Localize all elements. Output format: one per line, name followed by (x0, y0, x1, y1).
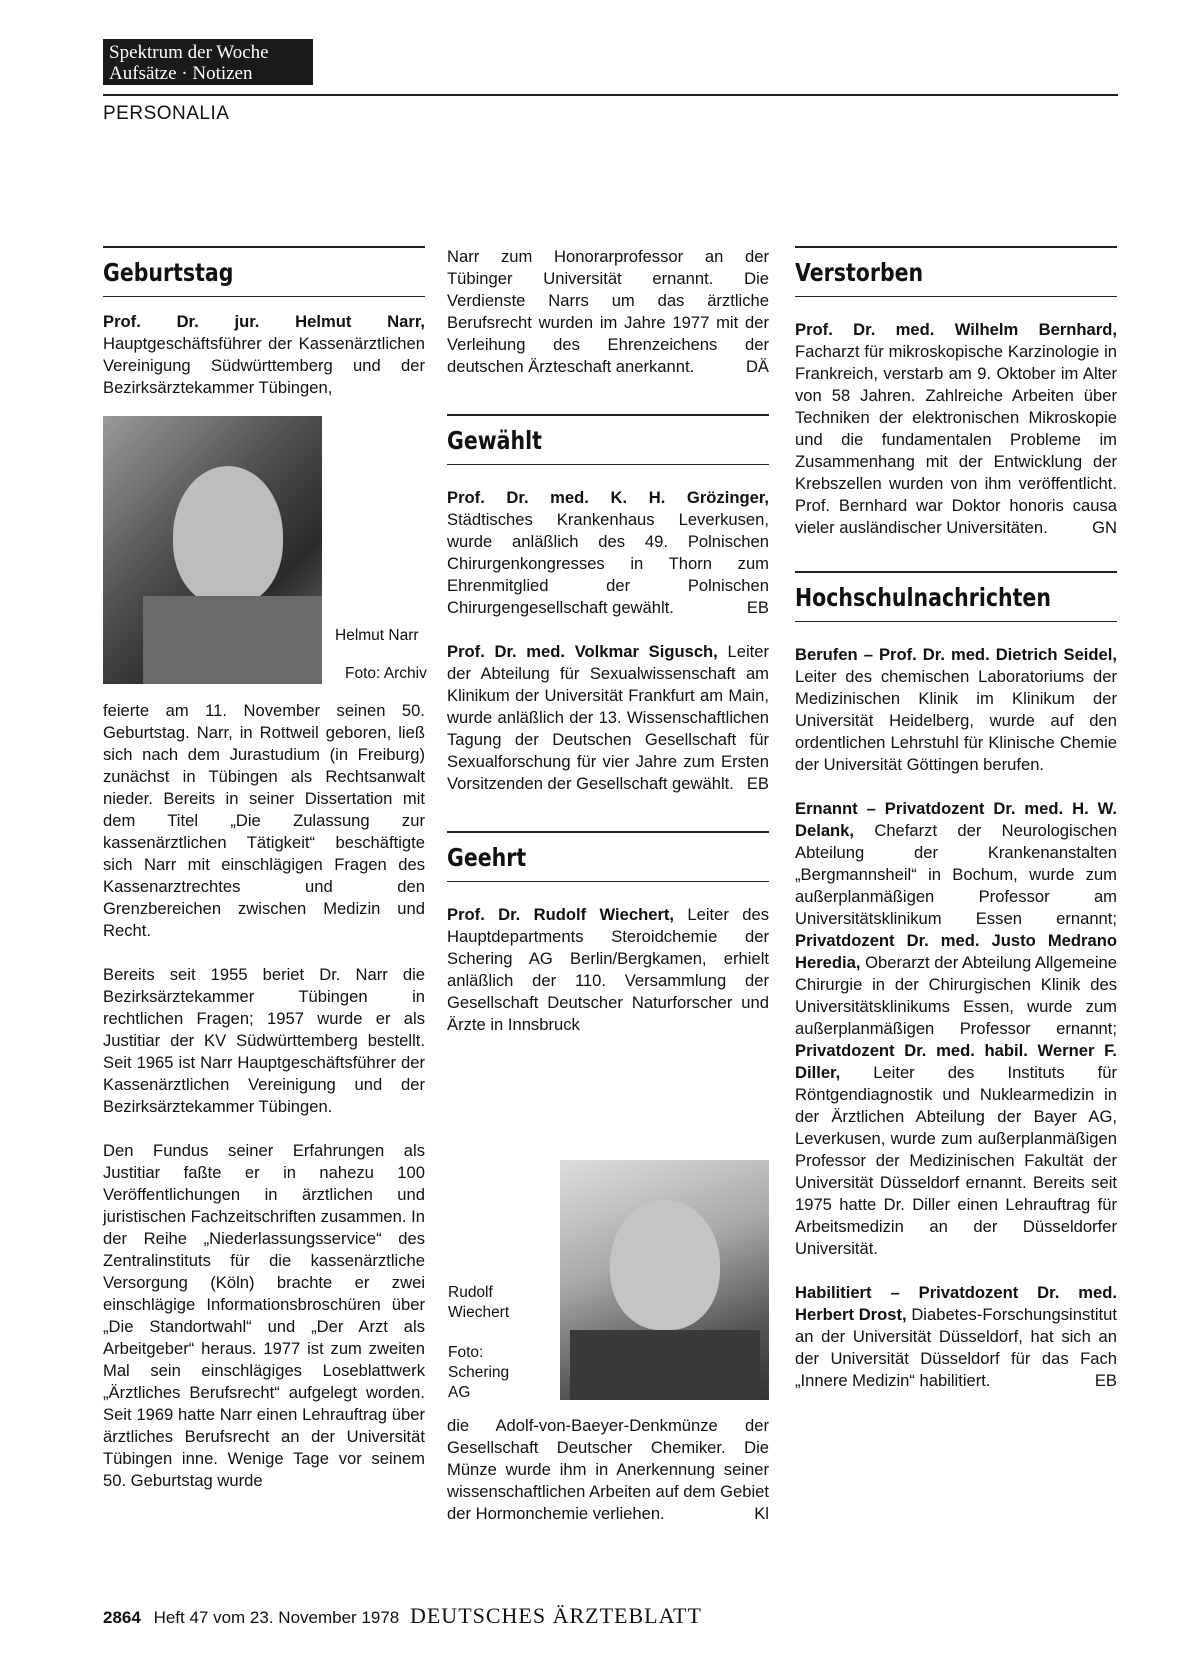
heading-rule-bottom (103, 296, 425, 298)
heading-rule-top (103, 246, 425, 248)
author-signature: EB (1094, 1371, 1117, 1390)
author-signature: Kl (754, 1504, 769, 1523)
article-entry: Ernannt – Privatdozent Dr. med. H. W. Delank, Chefarzt der Neurologischen Abteilung der Krankenanstalten „Bergmannsheil“ in Bochum, wurde zum außerplanmäßigen Professor am Universitätsklinikum Essen ernannt; Privatdozent Dr. med. Justo Medrano Heredia, Oberarzt der Abteilung Allgemeine Chirurgie in der Chirurgischen Klinik des Universitätsklinikums Essen, wurde zum außerplanmäßigen Professor ernannt; Privatdozent Dr. med. habil. Werner F. Diller, Leiter des Instituts für Röntgendiagnostik und Nuklearmedizin in der Ärztlichen Abteilung der Bayer AG, Leverkusen, wurde zum außerplanmäßigen Professor der Medizinischen Fakultät der Universität Düsseldorf ernannt. Bereits seit 1975 hatte Dr. Diller einen Lehrauftrag für Arbeitsmedizin an der Düsseldorfer Universität. (795, 799, 1117, 1258)
section-header-box (103, 39, 313, 85)
article-entry: Prof. Dr. med. K. H. Grözinger, Städtisches Krankenhaus Leverkusen, wurde anläßlich des 49. Polnischen Chirurgenkongresses in Thorn zum Ehrenmitglied der Polnischen Chirurgengesellschaft gewählt. EB (447, 488, 769, 617)
section-label: PERSONALIA (103, 103, 230, 124)
column-2-tail (447, 1415, 769, 1525)
person-name: Prof. Dr. med. Wilhelm Bernhard, (795, 320, 1117, 339)
article-entry: Habilitiert – Privatdozent Dr. med. Herbert Drost, Diabetes-Forschungsinstitut an der Universität Düsseldorf, hat sich an der Universität Düsseldorf für das Fach „Innere Medizin“ habilitiert. EB (795, 1283, 1117, 1390)
issue-info: Heft 47 vom 23. November 1978 (153, 1608, 400, 1627)
photo-caption-name: Rudolf Wiechert (448, 1284, 510, 1321)
paragraph: Den Fundus seiner Erfahrungen als Justitiar faßte er in nahezu 100 Veröffentlichungen in ärztlichen und juristischen Fachzeitschriften zusammen. In der Reihe „Niederlassungsservice“ des Zentralinstituts für die kassenärztliche Versorgung (Köln) brachte er zwei einschlägige Informationsbroschüren über „Die Standortwahl“ und „Der Arzt als Arbeitgeber“ heraus. 1977 ist zum zweiten Mal sein einschlägiges Loseblattwerk „Ärztliches Berufsrecht“ aufgelegt worden. Seit 1969 hatte Narr einen Lehrauftrag über ärztliches Berufsrecht an der Universität Tübingen inne. Wenige Tage vor seinem 50. Geburtstag wurde (103, 1141, 425, 1490)
person-name: Habilitiert – Privatdozent Dr. med. Herbert Drost, (795, 1283, 1117, 1324)
person-name: Prof. Dr. med. Volkmar Sigusch, (447, 642, 718, 661)
heading-hochschulnachrichten: Hochschulnachrichten (795, 582, 1051, 612)
header-line-1: Spektrum der Woche (109, 42, 269, 63)
paragraph: Bereits seit 1955 beriet Dr. Narr die Bezirksärztekammer Tübingen in rechtlichen Fragen; 1957 wurde er als Justitiar der KV Südwürttemberg bestellt. Seit 1965 ist Narr Hauptgeschäftsführer der Kassenärztlichen Vereinigung und der Bezirksärztekammer Tübingen. (103, 965, 425, 1116)
article-intro: Prof. Dr. jur. Helmut Narr, Hauptgeschäftsführer der Kassenärztlichen Vereinigung Südwürttemberg und der Bezirksärztekammer Tübingen, (103, 312, 425, 397)
person-name: Prof. Dr. med. K. H. Grözinger, (447, 488, 769, 507)
heading-geehrt: Geehrt (447, 842, 527, 872)
page-number: 2864 (103, 1608, 141, 1627)
person-name: Prof. Dr. Rudolf Wiechert, (447, 905, 675, 924)
photo-caption-credit: Foto: Schering AG (448, 1344, 510, 1401)
heading-rule-bottom (447, 464, 769, 466)
heading-rule-top (795, 246, 1117, 248)
magazine-name: DEUTSCHES ÄRZTEBLATT (409, 1603, 702, 1628)
person-name: Ernannt – Privatdozent Dr. med. H. W. Delank, (795, 799, 1117, 840)
article-entry: Prof. Dr. med. Volkmar Sigusch, Leiter der Abteilung für Sexualwissenschaft am Klinikum der Universität Frankfurt am Main, wurde anläßlich der 13. Wissenschaftlichen Tagung der Deutschen Gesellschaft für Sexualforschung für vier Jahre zum Ersten Vorsitzenden der Gesellschaft gewählt. EB (447, 642, 770, 793)
column-1 (103, 246, 425, 421)
photo-caption-credit: Foto: Archiv (345, 665, 427, 682)
heading-geburtstag: Geburtstag (103, 257, 234, 287)
photo-caption-name: Helmut Narr (335, 627, 419, 644)
paragraph: die Adolf-von-Baeyer-Denkmünze der Gesellschaft Deutscher Chemiker. Die Münze wurde ihm in Anerkennung seiner wissenschaftlichen Arbeiten auf dem Gebiet der Hormonchemie verliehen. Kl (447, 1416, 769, 1523)
article-entry: Berufen – Prof. Dr. med. Dietrich Seidel, Leiter des chemischen Laboratoriums der Medizinischen Klinik im Klinikum der Universität Heidelberg, wurde auf den ordentlichen Lehrstuhl für Klinische Chemie der Universität Göttingen berufen. (795, 645, 1117, 774)
person-name: Privatdozent Dr. med. Justo Medrano Heredia, (795, 931, 1117, 972)
heading-rule-top (447, 414, 769, 416)
article-entry: Prof. Dr. med. Wilhelm Bernhard, Facharzt für mikroskopische Karzinologie in Frankreich, verstarb am 9. Oktober im Alter von 58 Jahren. Zahlreiche Arbeiten über Techniken der elektronischen Mikroskopie und die fundamentalen Probleme im Zusammenhang mit der Entwicklung der Krebszellen wurden von ihm veröffentlicht. Prof. Bernhard war Doktor honoris causa vieler ausländischer Universitäten. GN (795, 320, 1117, 537)
paragraph: Narr zum Honorarprofessor an der Tübinger Universität ernannt. Die Verdienste Narrs um das ärztliche Berufsrecht wurden im Jahre 1977 mit der Verleihung des Ehrenzeichens der deutschen Ärzteschaft anerkannt. DÄ (447, 247, 769, 376)
page-footer (103, 1603, 702, 1629)
heading-rule-bottom (447, 881, 769, 883)
heading-rule-bottom (795, 296, 1117, 298)
photo-rudolf-wiechert (560, 1160, 769, 1400)
heading-rule-bottom (795, 621, 1117, 623)
author-signature: EB (746, 598, 769, 617)
header-rule (103, 94, 1118, 96)
column-3 (795, 246, 1117, 1392)
person-name: Berufen – Prof. Dr. med. Dietrich Seidel, (795, 645, 1117, 664)
photo-helmut-narr (103, 416, 322, 684)
author-signature: DÄ (745, 357, 769, 376)
heading-gewaehlt: Gewählt (447, 425, 542, 455)
person-name: Prof. Dr. jur. Helmut Narr, (103, 312, 425, 331)
author-signature: EB (746, 774, 769, 793)
author-signature: GN (1092, 518, 1117, 537)
column-2 (447, 246, 769, 1058)
column-1-body (103, 700, 425, 1492)
heading-rule-top (447, 831, 769, 833)
header-line-2: Aufsätze · Notizen (109, 63, 253, 84)
paragraph: feierte am 11. November seinen 50. Geburtstag. Narr, in Rottweil geboren, ließ sich nach dem Jurastudium (in Freiburg) zunächst in Tübingen als Rechtsanwalt nieder. Bereits in seiner Dissertation mit dem Titel „Die Zulassung zur kassenärztlichen Tätigkeit“ beschäftigte sich Narr mit einschlägigen Fragen des Kassenarztrechtes und den Grenzbereichen zwischen Medizin und Recht. (103, 701, 425, 940)
article-entry: Prof. Dr. Rudolf Wiechert, Leiter des Hauptdepartments Steroidchemie der Schering AG Berlin/Bergkamen, erhielt anläßlich der 110. Versammlung der Gesellschaft Deutscher Naturforscher und Ärzte in Innsbruck (447, 905, 769, 1034)
person-name: Privatdozent Dr. med. habil. Werner F. Diller, (795, 1041, 1117, 1082)
heading-rule-top (795, 571, 1117, 573)
heading-verstorben: Verstorben (795, 257, 924, 287)
